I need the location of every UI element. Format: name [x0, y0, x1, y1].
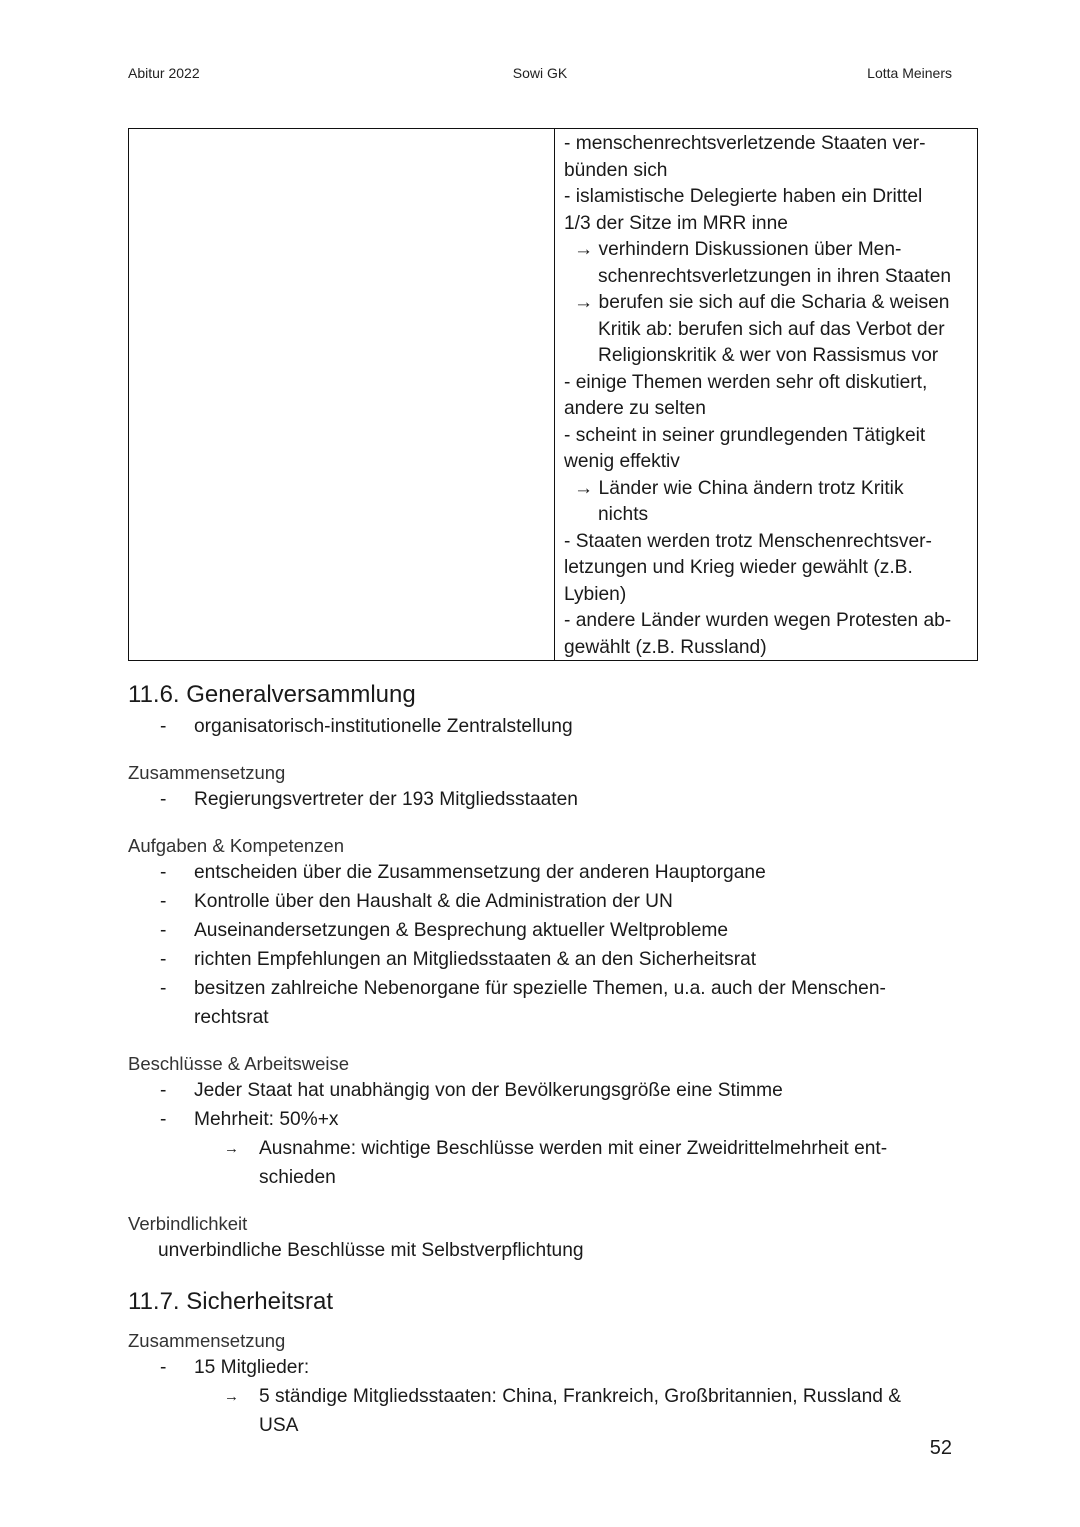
subheading-aufgaben: Aufgaben & Kompetenzen [128, 835, 344, 856]
section-sicherheitsrat [128, 1285, 958, 1440]
arrow-item-line: schieden [259, 1167, 336, 1188]
aufgaben-list [128, 858, 958, 1032]
arrow-item-line: 5 ständige Mitgliedsstaaten: China, Frankreich, Großbritannien, Russland & [259, 1386, 902, 1407]
intro-list [128, 712, 958, 741]
list-item: - Jeder Staat hat unabhängig von der Bevölkerungsgröße eine Stimme [128, 1076, 958, 1105]
list-item-line: rechtsrat [194, 1007, 269, 1028]
table-line: → verhindern Diskussionen über Men- [574, 239, 902, 260]
header-left: Abitur 2022 [128, 65, 200, 81]
list-item: - richten Empfehlungen an Mitgliedsstaaten & an den Sicherheitsrat [128, 945, 958, 974]
page-number: 52 [929, 1437, 952, 1459]
list-item: - Regierungsvertreter der 193 Mitgliedsstaaten [128, 785, 958, 814]
table-line: - andere Länder wurden wegen Protesten ab- [564, 610, 952, 631]
table-line: nichts [598, 504, 649, 525]
arrow-right-icon: → [224, 1140, 239, 1157]
list-item-line: besitzen zahlreiche Nebenorgane für spezielle Themen, u.a. auch der Menschen- [194, 978, 886, 999]
table-line: Religionskritik & wer von Rassismus vor [598, 345, 939, 366]
list-item: - organisatorisch-institutionelle Zentralstellung [128, 712, 958, 741]
table-line: → Länder wie China ändern trotz Kritik [574, 477, 904, 499]
table-left-cell [129, 129, 555, 660]
table-line: - Staaten werden trotz Menschenrechtsver- [564, 530, 932, 552]
table-line: andere zu selten [564, 398, 706, 419]
list-item: - entscheiden über die Zusammensetzung der anderen Hauptorgane [128, 858, 958, 887]
section-title-sicherheitsrat: 11.7. Sicherheitsrat [128, 1288, 333, 1315]
table-line: gewählt (z.B. Russland) [564, 636, 767, 658]
arrow-item [128, 1382, 958, 1440]
table-line: schenrechtsverletzungen in ihren Staaten [598, 265, 952, 287]
list-item [128, 974, 958, 1032]
list-item: - Mehrheit: 50%+x [128, 1105, 958, 1134]
section-title-generalversammlung: 11.6. Generalversammlung [128, 681, 416, 708]
header-center: Sowi GK [512, 65, 568, 81]
sicherheitsrat-list [128, 1353, 958, 1382]
table-line: letzungen und Krieg wieder gewählt (z.B. [564, 557, 913, 578]
arrow-item-line: Ausnahme: wichtige Beschlüsse werden mit einer Zweidrittelmehrheit ent- [259, 1138, 888, 1159]
subheading-verbindlichkeit: Verbindlichkeit [128, 1213, 248, 1234]
zusammensetzung-list [128, 785, 958, 814]
list-item: - 15 Mitglieder: [128, 1353, 958, 1382]
table-line: - islamistische Delegierte haben ein Drittel [564, 186, 923, 207]
table-right-cell [555, 129, 977, 660]
subheading-zusammensetzung-sr: Zusammensetzung [128, 1330, 286, 1351]
beschluesse-list [128, 1076, 958, 1134]
table-line: - scheint in seiner grundlegenden Tätigkeit [564, 424, 926, 446]
table-line: bünden sich [564, 159, 668, 181]
table-line: wenig effektiv [564, 451, 680, 472]
list-item: - Kontrolle über den Haushalt & die Administration der UN [128, 887, 958, 916]
arrow-item-line: USA [259, 1415, 299, 1436]
table-line: - menschenrechtsverletzende Staaten ver- [564, 133, 926, 154]
main-content [128, 678, 958, 1440]
notes-table [128, 128, 978, 661]
table-line: Lybien) [564, 583, 627, 605]
table-line: → berufen sie sich auf die Scharia & weisen [574, 292, 950, 313]
verbindlichkeit-text: unverbindliche Beschlüsse mit Selbstverpflichtung [158, 1240, 584, 1261]
arrow-item [128, 1134, 958, 1192]
table-line: Kritik ab: berufen sich auf das Verbot der [598, 318, 945, 340]
subheading-zusammensetzung: Zusammensetzung [128, 762, 286, 783]
table-line: - einige Themen werden sehr oft diskutiert, [564, 371, 928, 393]
header-right: Lotta Meiners [867, 65, 952, 81]
subheading-beschluesse: Beschlüsse & Arbeitsweise [128, 1053, 350, 1074]
arrow-right-icon: → [224, 1388, 239, 1405]
list-item: - Auseinandersetzungen & Besprechung aktueller Weltprobleme [128, 916, 958, 945]
table-line: 1/3 der Sitze im MRR inne [564, 212, 788, 234]
